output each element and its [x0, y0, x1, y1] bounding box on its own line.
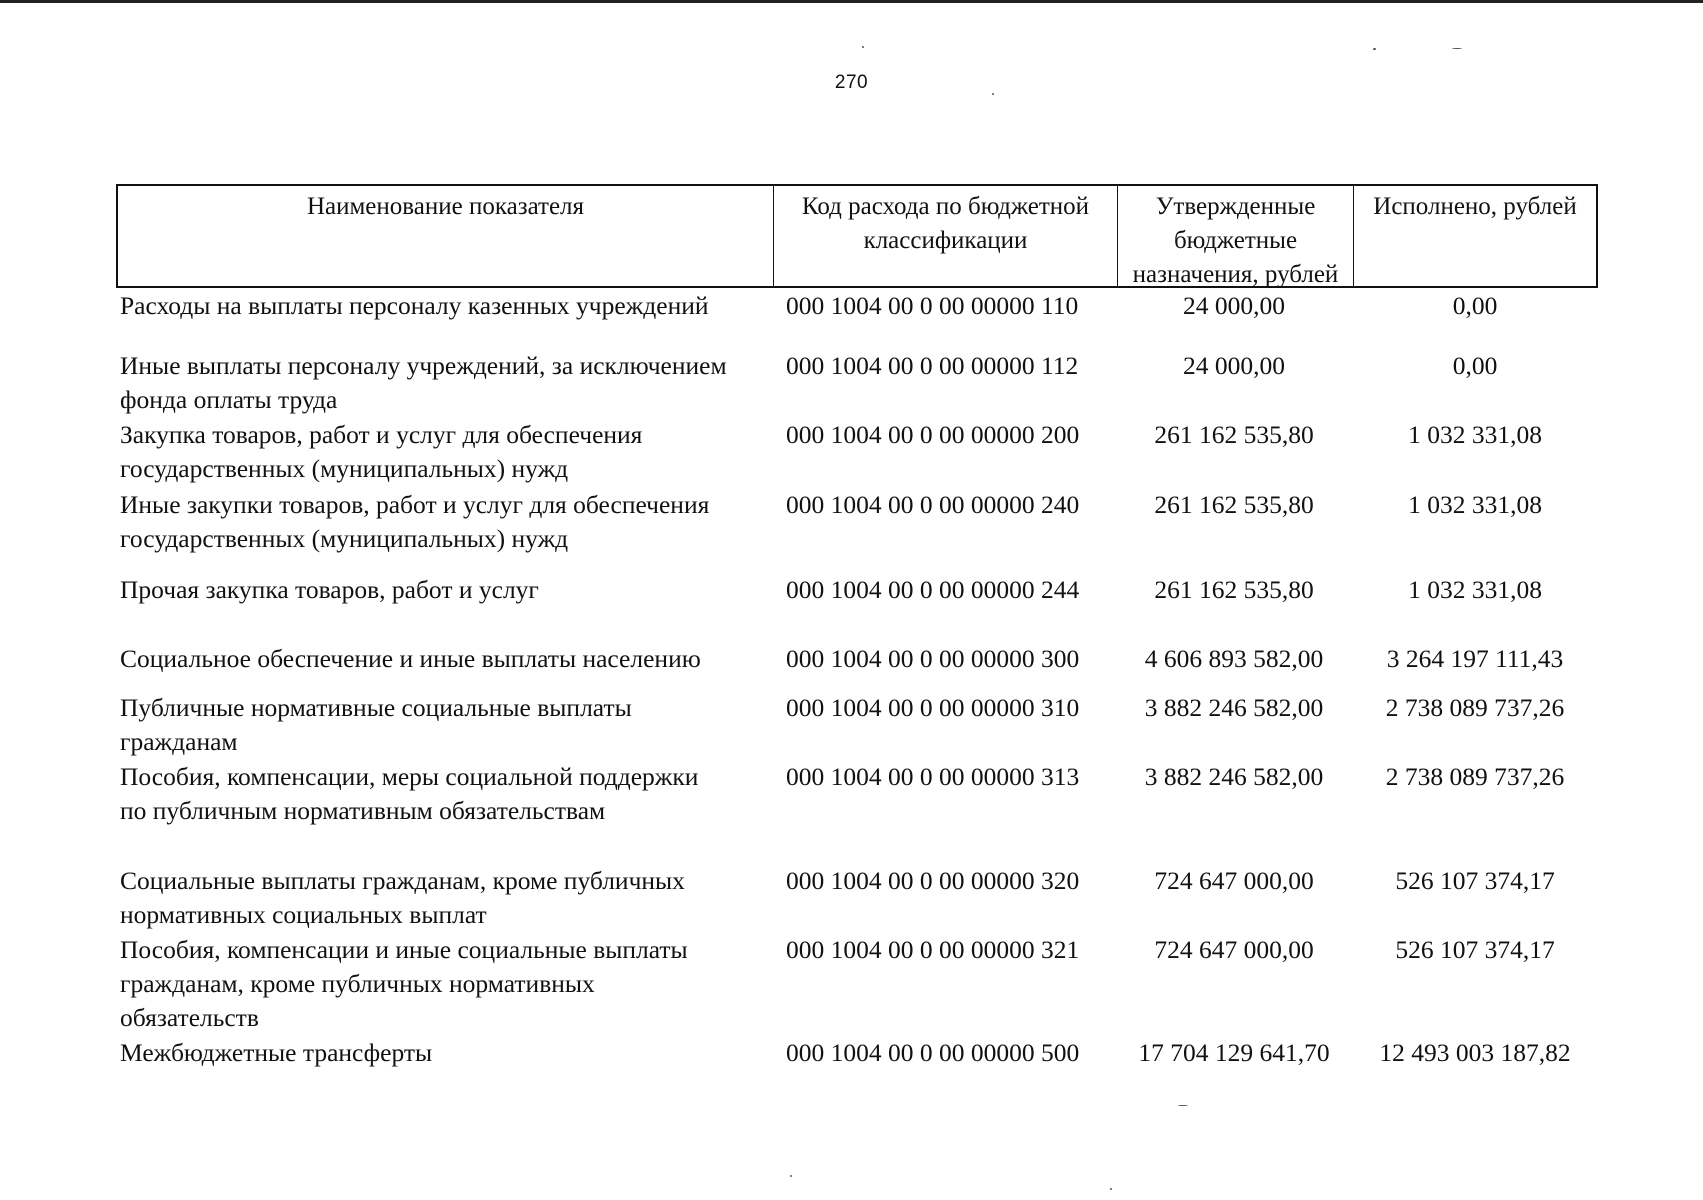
- header-text-line: Исполнено, рублей: [1373, 193, 1577, 220]
- row-name-line: гражданам: [120, 727, 238, 756]
- row-approved-amount: 4 606 893 582,00: [1144, 644, 1324, 673]
- row-code: 000 1004 00 0 00 00000 300: [786, 644, 1080, 673]
- row-executed-amount: 12 493 003 187,82: [1379, 1038, 1571, 1067]
- row-name-line: Прочая закупка товаров, работ и услуг: [120, 575, 539, 604]
- row-executed-amount: 0,00: [1452, 291, 1498, 320]
- row-approved-amount: 261 162 535,80: [1154, 420, 1314, 449]
- header-text-line: назначения, рублей: [1132, 261, 1339, 288]
- row-name-line: нормативных социальных выплат: [120, 900, 487, 929]
- row-name: [120, 418, 772, 486]
- row-name-line: гражданам, кроме публичных нормативных: [120, 969, 595, 998]
- row-code: 000 1004 00 0 00 00000 320: [786, 866, 1080, 895]
- row-code: 000 1004 00 0 00 00000 200: [786, 420, 1080, 449]
- row-name: [120, 573, 772, 607]
- row-name: [120, 1036, 772, 1070]
- row-name-line: Публичные нормативные социальные выплаты: [120, 693, 632, 722]
- row-name-line: обязательств: [120, 1003, 259, 1032]
- scan-speck: [1178, 1105, 1188, 1106]
- row-name-line: Социальное обеспечение и иные выплаты населению: [120, 644, 701, 673]
- scan-speck: [1452, 48, 1462, 49]
- top-border-line: [0, 0, 1703, 3]
- header-code-column: [774, 186, 1118, 286]
- row-code: 000 1004 00 0 00 00000 313: [786, 762, 1080, 791]
- row-name: [120, 349, 772, 417]
- row-name-line: Межбюджетные трансферты: [120, 1038, 433, 1067]
- scan-speck: [862, 46, 864, 48]
- row-name: [120, 289, 772, 323]
- row-executed-amount: 1 032 331,08: [1408, 490, 1542, 519]
- table-header: [116, 184, 1598, 288]
- row-approved-amount: 3 882 246 582,00: [1144, 762, 1324, 791]
- row-approved-amount: 24 000,00: [1183, 291, 1285, 320]
- scan-speck: [1373, 48, 1376, 50]
- row-name-line: Социальные выплаты гражданам, кроме публичных: [120, 866, 685, 895]
- row-name-line: Пособия, компенсации и иные социальные выплаты: [120, 935, 688, 964]
- row-executed-amount: 0,00: [1452, 351, 1498, 380]
- row-name: [120, 488, 772, 556]
- row-code: 000 1004 00 0 00 00000 110: [786, 291, 1079, 320]
- header-text-line: бюджетные: [1173, 227, 1298, 254]
- row-name-line: Иные закупки товаров, работ и услуг для обеспечения: [120, 490, 710, 519]
- row-code: 000 1004 00 0 00 00000 240: [786, 490, 1080, 519]
- row-executed-amount: 1 032 331,08: [1408, 575, 1542, 604]
- scan-speck: [1110, 1188, 1112, 1190]
- row-name-line: Пособия, компенсации, меры социальной поддержки: [120, 762, 699, 791]
- row-approved-amount: 261 162 535,80: [1154, 575, 1314, 604]
- header-name-column: [118, 186, 774, 286]
- row-code: 000 1004 00 0 00 00000 244: [786, 575, 1080, 604]
- row-code: 000 1004 00 0 00 00000 321: [786, 935, 1080, 964]
- row-name-line: государственных (муниципальных) нужд: [120, 454, 569, 483]
- header-approved-column: [1118, 186, 1354, 286]
- row-name: [120, 760, 772, 828]
- row-name-line: фонда оплаты труда: [120, 385, 338, 414]
- row-code: 000 1004 00 0 00 00000 310: [786, 693, 1080, 722]
- row-executed-amount: 2 738 089 737,26: [1385, 762, 1565, 791]
- row-name-line: Закупка товаров, работ и услуг для обеспечения: [120, 420, 643, 449]
- row-approved-amount: 724 647 000,00: [1154, 866, 1314, 895]
- row-approved-amount: 24 000,00: [1183, 351, 1285, 380]
- header-text-line: Утвержденные: [1155, 193, 1316, 220]
- row-executed-amount: 526 107 374,17: [1395, 866, 1555, 895]
- row-name-line: государственных (муниципальных) нужд: [120, 524, 569, 553]
- row-name-line: Иные выплаты персоналу учреждений, за исключением: [120, 351, 727, 380]
- row-approved-amount: 3 882 246 582,00: [1144, 693, 1324, 722]
- header-executed-column: [1354, 186, 1596, 286]
- row-name-line: Расходы на выплаты персоналу казенных учреждений: [120, 291, 709, 320]
- row-code: 000 1004 00 0 00 00000 112: [786, 351, 1079, 380]
- header-text-line: Наименование показателя: [306, 193, 585, 220]
- row-name: [120, 691, 772, 759]
- row-approved-amount: 261 162 535,80: [1154, 490, 1314, 519]
- header-text-line: классификации: [863, 227, 1028, 254]
- row-executed-amount: 2 738 089 737,26: [1385, 693, 1565, 722]
- scan-speck: [790, 1175, 792, 1177]
- row-approved-amount: 17 704 129 641,70: [1138, 1038, 1330, 1067]
- row-name: [120, 642, 772, 676]
- row-executed-amount: 1 032 331,08: [1408, 420, 1542, 449]
- row-code: 000 1004 00 0 00 00000 500: [786, 1038, 1080, 1067]
- row-name: [120, 864, 772, 932]
- page-number: 270: [834, 72, 869, 93]
- row-approved-amount: 724 647 000,00: [1154, 935, 1314, 964]
- row-name-line: по публичным нормативным обязательствам: [120, 796, 606, 825]
- row-executed-amount: 526 107 374,17: [1395, 935, 1555, 964]
- scan-speck: [992, 93, 994, 95]
- row-name: [120, 933, 772, 1035]
- row-executed-amount: 3 264 197 111,43: [1386, 644, 1564, 673]
- header-text-line: Код расхода по бюджетной: [801, 193, 1090, 220]
